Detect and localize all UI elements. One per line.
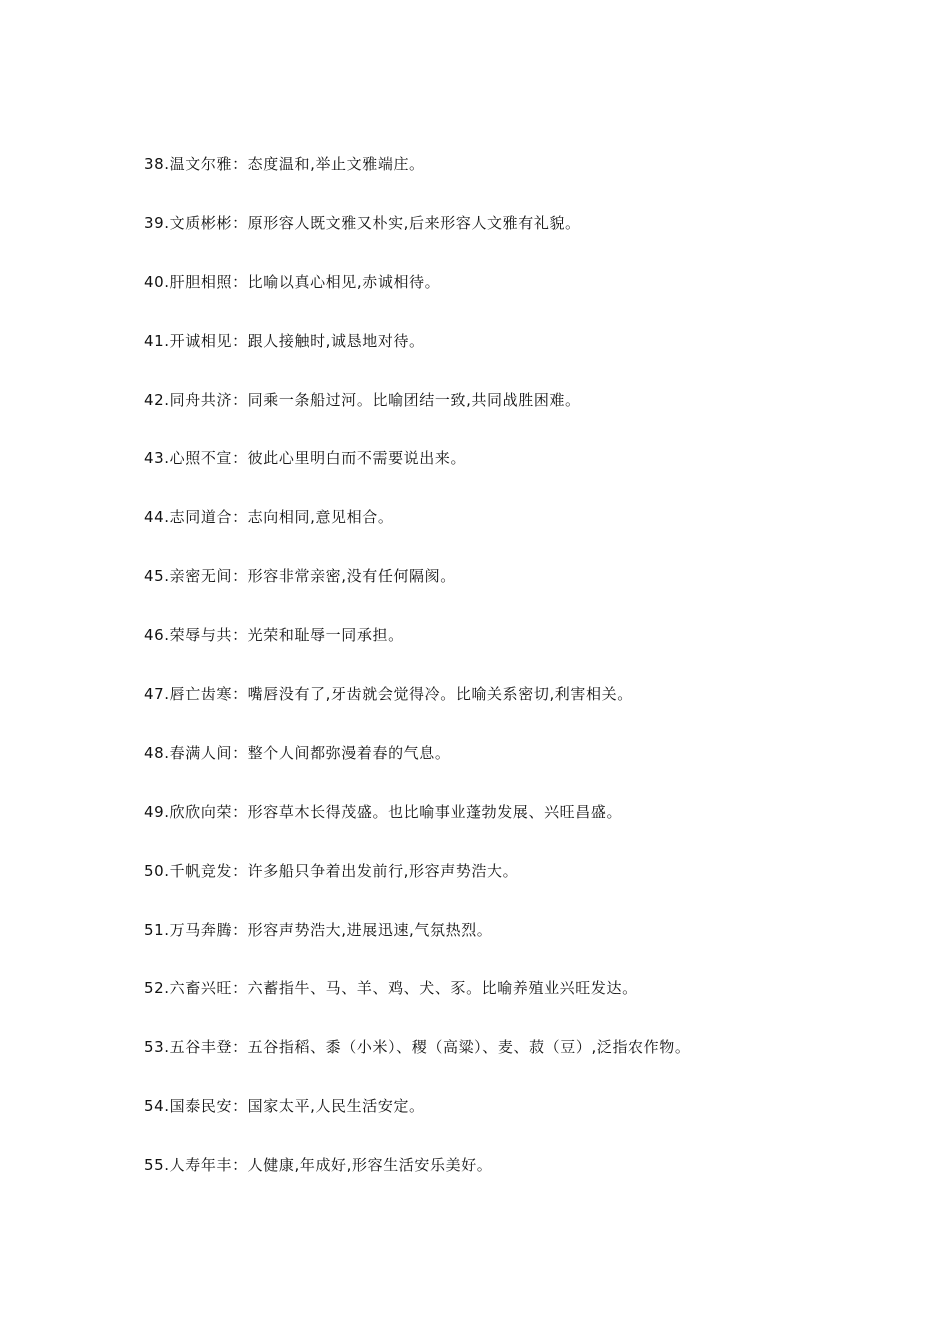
idiom-number: 55. (144, 1156, 170, 1175)
idiom-entry (144, 857, 904, 916)
idiom-number: 50. (144, 861, 170, 880)
idiom-separator: ： (232, 861, 248, 880)
idiom-term: 人寿年丰 (169, 1156, 233, 1175)
idiom-separator: ： (232, 390, 248, 409)
idiom-definition: 人健康,年成好,形容生活安乐美好。 (247, 1156, 493, 1175)
idiom-entry (144, 680, 904, 739)
idiom-definition: 光荣和耻辱一同承担。 (247, 626, 404, 645)
idiom-entry (144, 1033, 904, 1092)
idiom-term: 开诚相见 (169, 331, 233, 350)
idiom-definition: 原形容人既文雅又朴实,后来形容人文雅有礼貌。 (247, 213, 581, 232)
idiom-number: 41. (144, 331, 170, 350)
idiom-entry (144, 209, 904, 268)
idiom-separator: ： (232, 1156, 248, 1175)
idiom-number: 51. (144, 920, 170, 939)
idiom-separator: ： (232, 155, 248, 173)
idiom-term: 万马奔腾 (169, 920, 233, 939)
idiom-term: 荣辱与共 (169, 626, 233, 645)
idiom-entry (144, 150, 904, 209)
idiom-term: 同舟共济 (169, 390, 233, 409)
idiom-term: 温文尔雅 (169, 155, 233, 173)
idiom-number: 40. (144, 272, 170, 291)
idiom-definition: 态度温和,举止文雅端庄。 (247, 155, 425, 173)
idiom-entry (144, 916, 904, 975)
idiom-separator: ： (232, 508, 248, 527)
idiom-separator: ： (232, 449, 248, 468)
idiom-number: 52. (144, 979, 170, 998)
idiom-separator: ： (232, 272, 248, 291)
idiom-definition: 跟人接触时,诚恳地对待。 (247, 331, 425, 350)
idiom-entry (144, 268, 904, 327)
idiom-number: 46. (144, 626, 170, 645)
idiom-number: 45. (144, 567, 170, 586)
idiom-definition: 五谷指稻、黍（小米）、稷（高粱）、麦、菽（豆）,泛指农作物。 (247, 1038, 691, 1057)
idiom-number: 44. (144, 508, 170, 527)
idiom-number: 53. (144, 1038, 170, 1057)
idiom-definition: 整个人间都弥漫着春的气息。 (247, 743, 451, 762)
idiom-separator: ： (232, 626, 248, 645)
idiom-number: 39. (144, 213, 170, 232)
idiom-term: 文质彬彬 (169, 213, 233, 232)
idiom-definition: 彼此心里明白而不需要说出来。 (247, 449, 467, 468)
idiom-definition: 同乘一条船过河。比喻团结一致,共同战胜困难。 (247, 390, 581, 409)
idiom-term: 六畜兴旺 (169, 979, 233, 998)
idiom-definition: 形容非常亲密,没有任何隔阂。 (247, 567, 456, 586)
idiom-term: 千帆竞发 (169, 861, 233, 880)
idiom-number: 54. (144, 1097, 170, 1116)
idiom-definition: 嘴唇没有了,牙齿就会觉得冷。比喻关系密切,利害相关。 (247, 685, 633, 704)
idiom-entry (144, 798, 904, 857)
idiom-number: 43. (144, 449, 170, 468)
idiom-list (144, 150, 904, 1210)
idiom-separator: ： (232, 567, 248, 586)
idiom-term: 唇亡齿寒 (169, 685, 233, 704)
idiom-separator: ： (232, 802, 248, 821)
idiom-definition: 形容声势浩大,进展迅速,气氛热烈。 (247, 920, 493, 939)
idiom-entry (144, 503, 904, 562)
idiom-term: 志同道合 (169, 508, 233, 527)
idiom-definition: 志向相同,意见相合。 (247, 508, 394, 527)
idiom-term: 春满人间 (169, 743, 233, 762)
idiom-entry (144, 1151, 904, 1210)
idiom-separator: ： (232, 331, 248, 350)
idiom-separator: ： (232, 743, 248, 762)
idiom-term: 心照不宣 (169, 449, 233, 468)
idiom-term: 亲密无间 (169, 567, 233, 586)
idiom-entry (144, 974, 904, 1033)
idiom-definition: 许多船只争着出发前行,形容声势浩大。 (247, 861, 519, 880)
idiom-separator: ： (232, 685, 248, 704)
idiom-number: 49. (144, 802, 170, 821)
idiom-entry (144, 444, 904, 503)
idiom-term: 国泰民安 (169, 1097, 233, 1116)
idiom-separator: ： (232, 213, 248, 232)
idiom-definition: 国家太平,人民生活安定。 (247, 1097, 425, 1116)
idiom-term: 五谷丰登 (169, 1038, 233, 1057)
idiom-definition: 六蓄指牛、马、羊、鸡、犬、豕。比喻养殖业兴旺发达。 (247, 979, 638, 998)
idiom-separator: ： (232, 1038, 248, 1057)
idiom-entry (144, 621, 904, 680)
idiom-number: 47. (144, 685, 170, 704)
idiom-definition: 比喻以真心相见,赤诚相待。 (247, 272, 441, 291)
idiom-term: 欣欣向荣 (169, 802, 233, 821)
idiom-entry (144, 1092, 904, 1151)
idiom-definition: 形容草木长得茂盛。也比喻事业蓬勃发展、兴旺昌盛。 (247, 802, 623, 821)
idiom-entry (144, 327, 904, 386)
idiom-number: 42. (144, 390, 170, 409)
idiom-entry (144, 386, 904, 445)
idiom-separator: ： (232, 1097, 248, 1116)
idiom-separator: ： (232, 920, 248, 939)
idiom-entry (144, 739, 904, 798)
idiom-number: 38. (144, 155, 170, 173)
idiom-term: 肝胆相照 (169, 272, 233, 291)
idiom-separator: ： (232, 979, 248, 998)
idiom-number: 48. (144, 743, 170, 762)
idiom-entry (144, 562, 904, 621)
